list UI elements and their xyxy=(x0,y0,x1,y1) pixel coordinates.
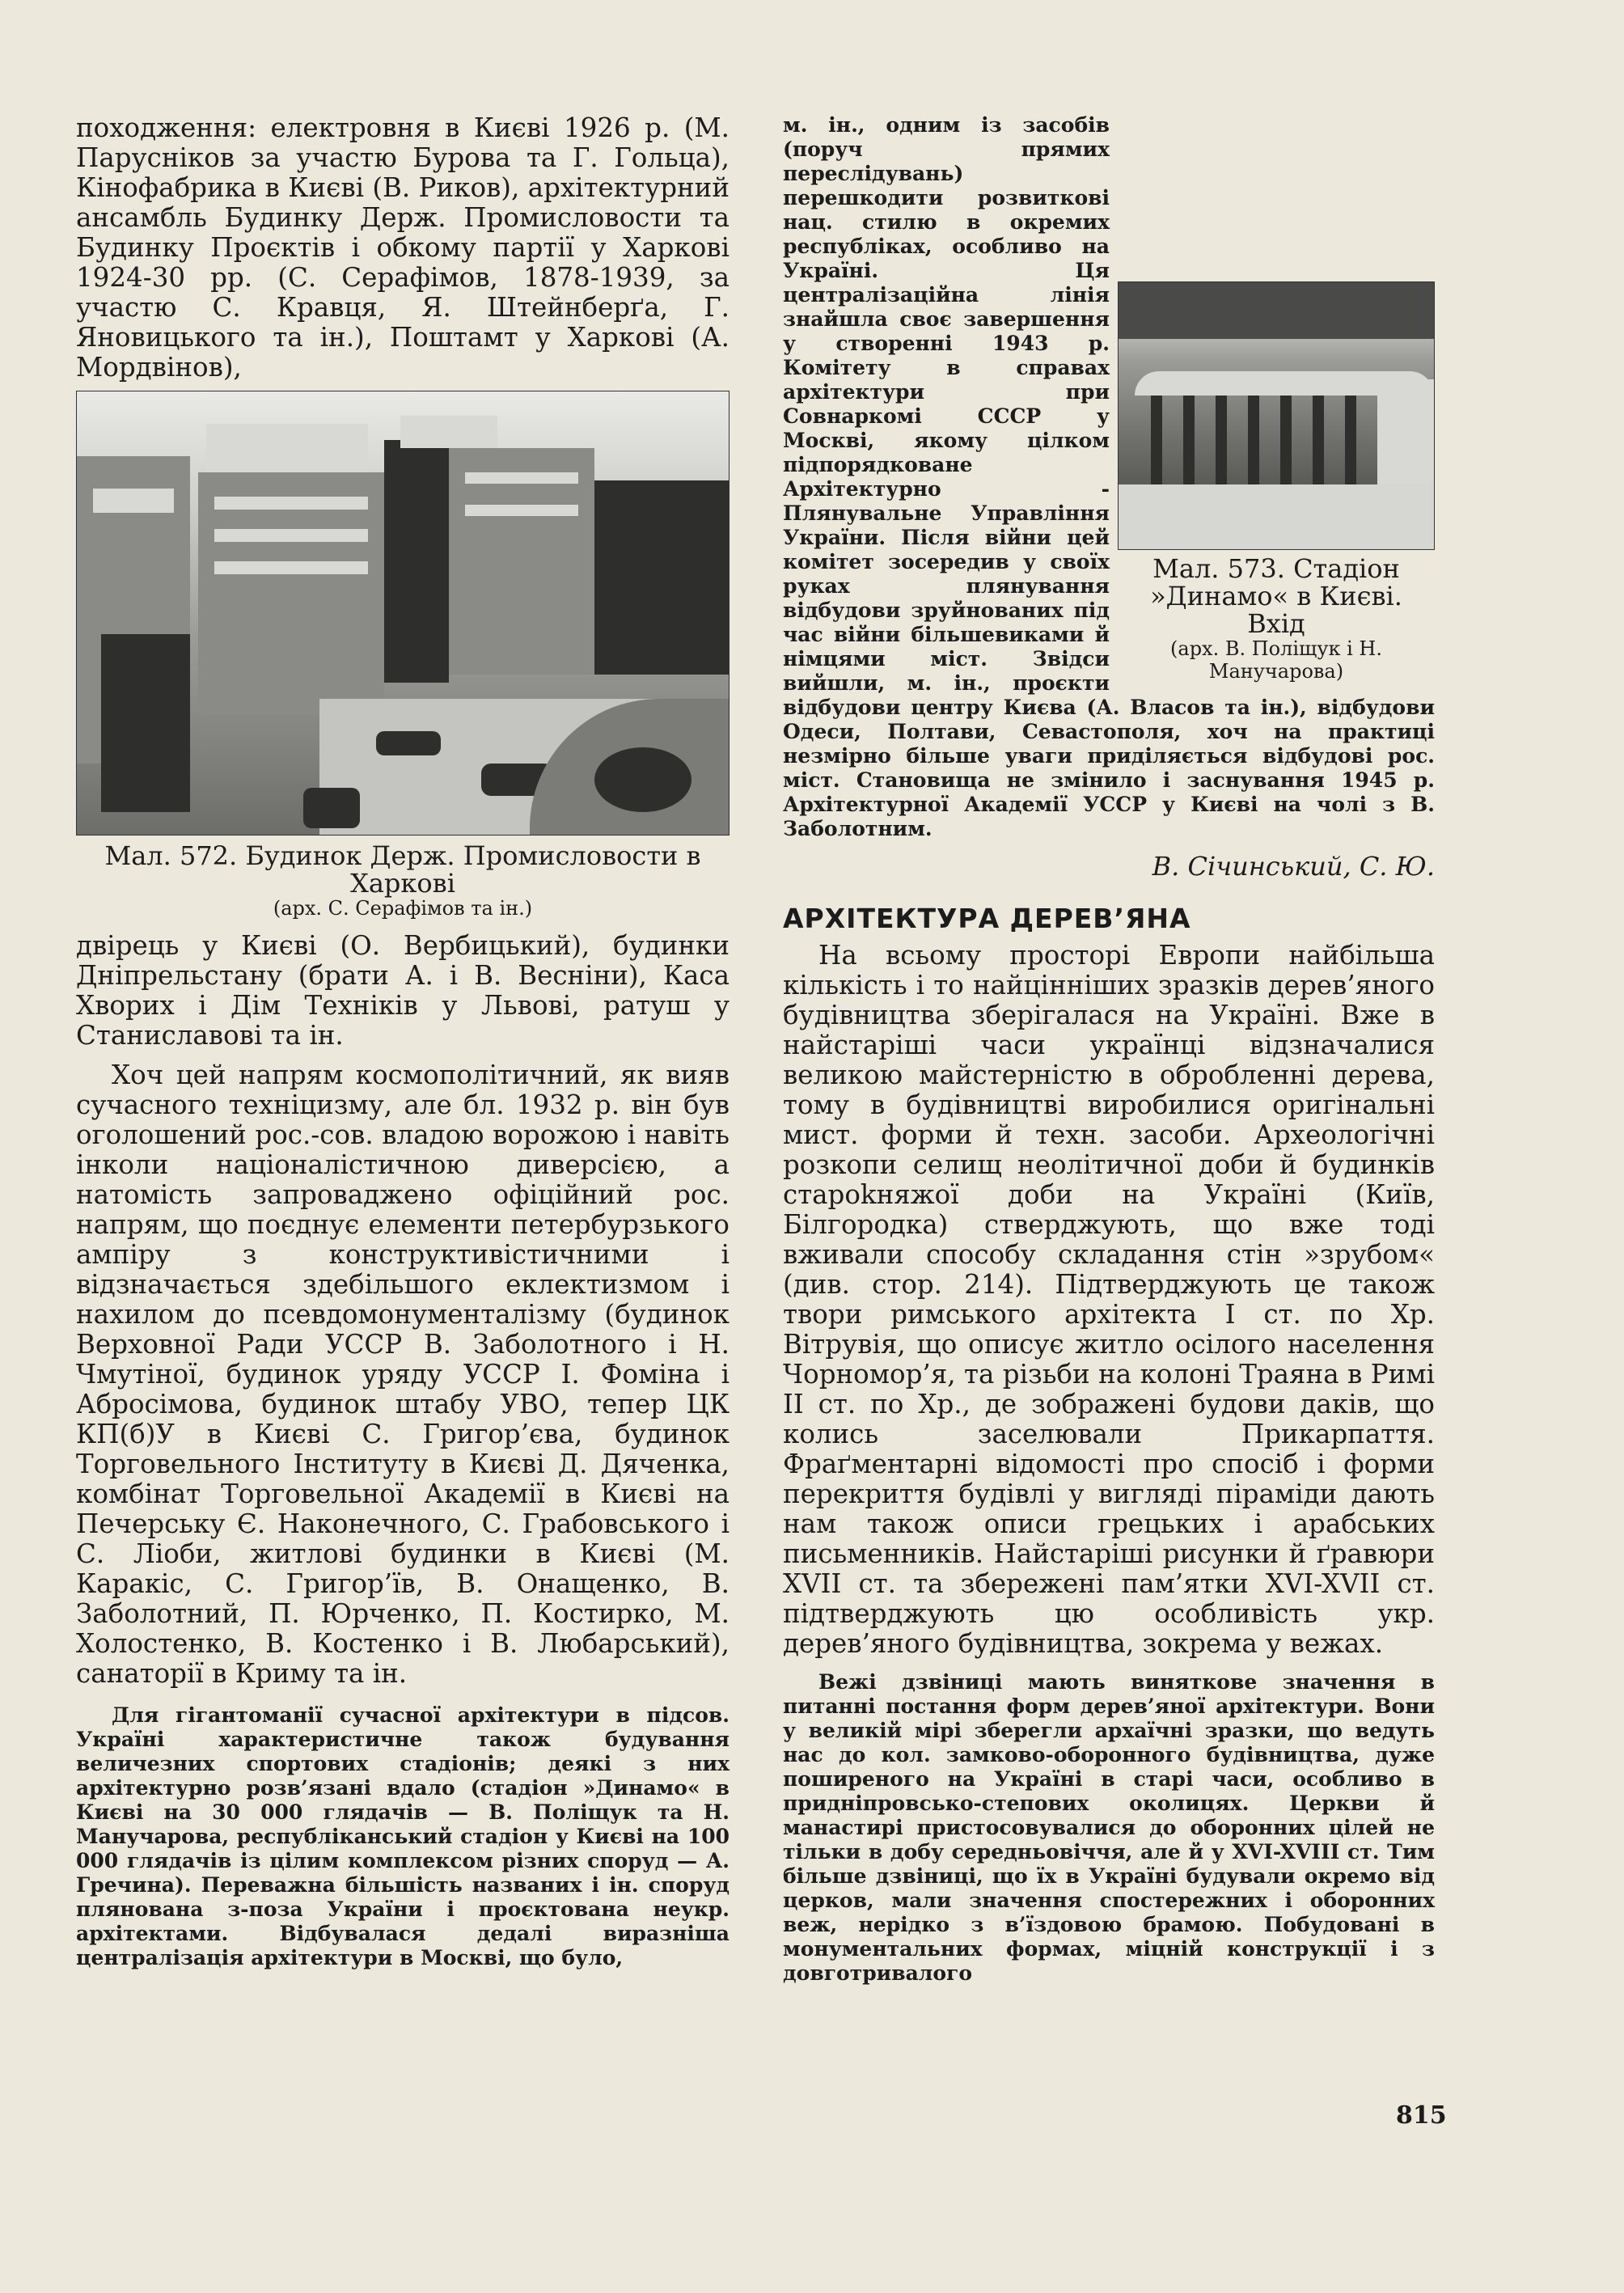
page-number: 815 xyxy=(1396,2101,1447,2130)
bell-towers-text: мають виняткове значення в питанні постання форм дерев’яної архітектури. Вони у великій мірі зберегли архаїчні зразки, що ведуть нас до кол. замково-оборонного будівництва, дуже поширеного на Україні в старі часи, особливо в придніпровсько-степових околицях. Церкви й манастирі пристосовувалися до оборонних цілей не тільки в добу середньовіччя, але й у XVI-XVIII ст. Тим більше дзвіниці, що їх в Україні будували окремо від церков, мали значення спостережних і оборонних веж, нерідко з в’їздовою брамою. Побудовані в монументальних формах, міцній конструкції і з довготривалого xyxy=(783,1670,1435,1985)
paragraph-bell-towers xyxy=(783,1670,1435,1986)
paragraph-wooden-architecture: На всьому просторі Европи найбільша кількість і то найцінніших зразків дерев’яного будівництва зберігалася на Україні. Вже в найстаріші часи українці відзначалися великою майстерністю в обробленні дерева, тому в будівництві виробилися оригінальні мист. форми й техн. засоби. Археологічні розкопи селищ неолітичної доби й будинків староkняжої доби на Україні (Київ, Білгородка) стверджують, що вже тоді вживали способу складання стін »зрубом« (див. стор. 214). Підтверджують це також твори римського архітекта І ст. по Хр. Вітрувія, що описує житло осілого населення Чорномор’я, та різьби на колоні Траяна в Римі II ст. по Хр., де зображені будови даків, що колись заселювали Прикарпаття. Фраґментарні відомості про спосіб і форми перекриття будівлі у вигляді піраміди дають нам також описи грецьких і арабських письменників. Найстаріші рисунки й ґравюри XVII ст. та збережені пам’ятки XVI-XVII ст. підтверджують цю особливість укр. дерев’яного будівництва, зокрема у вежах. xyxy=(783,940,1435,1659)
paragraph-continuation: м. ін., одним із засобів (поруч прямих переслідувань) перешкодити розвиткові нац. стилю в окремих республіках, особливо на Україні. Ця централізаційна лінія знайшла своє завершення у створенні 1943 р. Комітету в справах архітектури при Совнаркомі СССР у Москві, якому цілком підпорядковане Архітектурно - Плянувальне Управління України. Після війни цей комітет зосередив у своїх руках плянування відбудови зруйнованих під час війни більшевиками й німцями міст. Звідси вийшли, м. ін., проєкти відбудови центру Києва (А. Власов та ін.), відбудови Одеси, Полтави, Севастополя, хоч на практиці незмірно більше уваги приділяється відбудові рос. міст. Становища не змінило і заснування 1945 р. Архітектурної Академії УССР у Києві на чолі з В. Заболотним. xyxy=(783,113,1435,840)
author-signature: В. Січинський, С. Ю. xyxy=(1152,851,1435,882)
figure-573 xyxy=(1118,281,1435,683)
paragraph-4: Для гігантоманії сучасної архітектури в підсов. Україні характеристичне також будування величезних спортових стадіонів; деякі з них архітектурно розв’язані вдало (стадіон »Динамо« в Києві на 30 000 глядачів — В. Поліщук та Н. Манучарова, республіканський стадіон у Києві на 100 000 глядачів із цілим комплексом різних споруд — А. Гречина). Переважна більшість названих і ін. споруд плянована з-поза України і проєктована неукр. архітектами. Відбувалася дедалі виразніша централізація архітектури в Москві, що було, xyxy=(76,1703,730,1969)
paragraph-2: двірець у Києві (О. Вербицький), будинки Дніпрельстану (брати А. і В. Весніни), Каса Хворих і Дім Техніків у Львові, ратуш у Станиславові та ін. xyxy=(76,930,730,1051)
left-column xyxy=(76,113,730,1970)
paragraph-intro: походження: електровня в Києві 1926 р. (М. Парусніков за участю Бурова та Г. Гольца), Кінофабрика в Києві (В. Риков), архітектурний ансамбль Будинку Держ. Промисловости та Будинку Проєктів і обкому партії у Харкові 1924-30 рр. (С. Серафімов, 1878-1939, за участю С. Кравця, Я. Штейнберґа, Г. Яновицького та ін.), Поштамт у Харкові (А. Мордвінов), xyxy=(76,112,730,383)
photo-dynamo-stadium-entrance xyxy=(1118,281,1435,550)
paragraph-3: Хоч цей напрям космополітичний, як вияв сучасного техніцизму, але бл. 1932 р. він був оголошений рос.-сов. владою ворожою і навіть інколи націоналістичною диверсією, а натомість запроваджено офіційний рос. напрям, що поєднує елементи петербурзького ампіру з конструктивістичними і відзначається здебільшого еклектизмом і нахилом до псевдомонументалізму (будинок Верховної Ради УССР В. Заболотного і Н. Чмутіної, будинок уряду УССР І. Фоміна і Абросімова, будинок штабу УВО, тепер ЦК КП(б)У в Києві С. Григор’єва, будинок Торговельного Інституту в Києві Д. Дяченка, комбінат Торговельної Академії в Києві на Печерську Є. Наконечного, С. Грабовського і С. Ліоби, житлові будинки в Києві (М. Каракіс, С. Григор’їв, В. Онащенко, В. Заболотний, П. Юрченко, П. Костирко, М. Холостенко, В. Костенко і В. Любарський), санаторії в Криму та ін. xyxy=(76,1060,730,1689)
figure-573-caption: Мал. 573. Стадіон »Динамо« в Києві. Вхід xyxy=(1150,553,1402,639)
section-title: АРХІТЕКТУРА ДЕРЕВ’ЯНА xyxy=(783,903,1191,934)
right-column xyxy=(783,113,1435,1986)
figure-572 xyxy=(76,391,730,920)
figure-572-caption: Мал. 572. Будинок Держ. Промисловости в Харкові xyxy=(104,840,701,899)
bell-towers-lead: Вежі дзвіниці xyxy=(818,1670,1003,1694)
photo-derzhprom-building xyxy=(76,391,730,836)
figure-573-credit: (арх. В. Поліщук і Н. Манучарова) xyxy=(1170,637,1382,683)
figure-572-credit: (арх. С. Серафімов та ін.) xyxy=(273,897,533,920)
